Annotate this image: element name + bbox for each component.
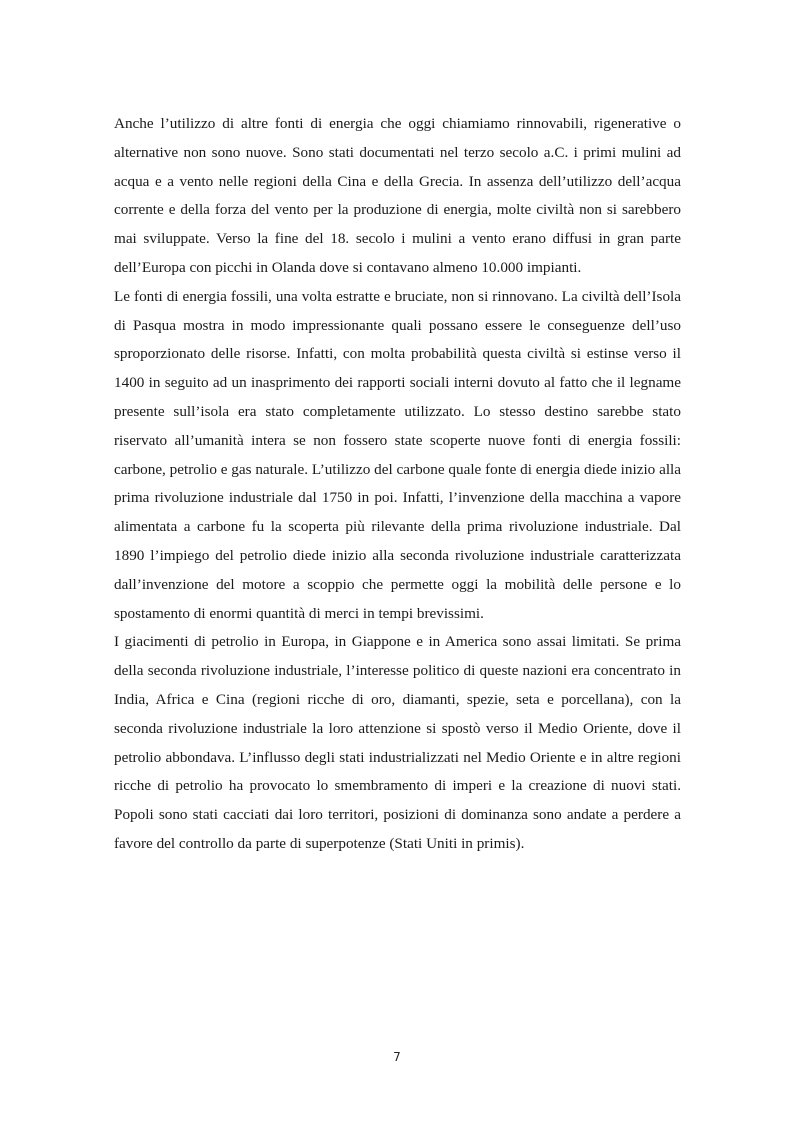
paragraph-renewable-energy: Anche l’utilizzo di altre fonti di energia che oggi chiamiamo rinnovabili, rigenerative o alternative non sono nuove. Sono stati documentati nel terzo secolo a.C. i primi mulini ad acqua e a vento nelle regioni della Cina e della Grecia. In assenza dell’utilizzo dell’acqua corrente e della forza del vento per la produzione di energia, molte civiltà non si sarebbero mai sviluppate. Verso la fine del 18. secolo i mulini a vento erano diffusi in gran parte dell’Europa con picchi in Olanda dove si contavano almeno 10.000 impianti. [114,115,681,276]
body-text [114,110,681,859]
paragraph-fossil-energy: Le fonti di energia fossili, una volta estratte e bruciate, non si rinnovano. La civiltà dell’Isola di Pasqua mostra in modo impressionante quali possano essere le conseguenze dell’uso sproporzionato delle risorse. Infatti, con molta probabilità questa civiltà si estinse verso il 1400 in seguito ad un inasprimento dei rapporti sociali interni dovuto al fatto che il legname presente sull’isola era stato completamente utilizzato. Lo stesso destino sarebbe stato riservato all’umanità intera se non fossero state scoperte nuove fonti di energia fossili: carbone, petrolio e gas naturale. L’utilizzo del carbone quale fonte di energia diede inizio alla prima rivoluzione industriale dal 1750 in poi. Infatti, l’invenzione della macchina a vapore alimentata a carbone fu la scoperta più rilevante della prima rivoluzione industriale. Dal 1890 l’impiego del petrolio diede inizio alla seconda rivoluzione industriale caratterizzata dall’invenzione del motore a scoppio che permette oggi la mobilità delle persone e lo spostamento di enormi quantità di merci in tempi brevissimi. [114,287,681,622]
paragraph-oil-geopolitics: I giacimenti di petrolio in Europa, in Giappone e in America sono assai limitati. Se prima della seconda rivoluzione industriale, l’interesse politico di queste nazioni era concentrato in India, Africa e Cina (regioni ricche di oro, diamanti, spezie, seta e porcellana), con la seconda rivoluzione industriale la loro attenzione si spostò verso il Medio Oriente, dove il petrolio abbondava. L’influsso degli stati industrializzati nel Medio Oriente e in altre regioni ricche di petrolio ha provocato lo smembramento di imperi e la creazione di nuovi stati. Popoli sono stati cacciati dai loro territori, posizioni di dominanza sono andate a perdere a favore del controllo da parte di superpotenze (Stati Uniti in primis). [114,633,681,852]
page-number: 7 [393,1050,401,1064]
